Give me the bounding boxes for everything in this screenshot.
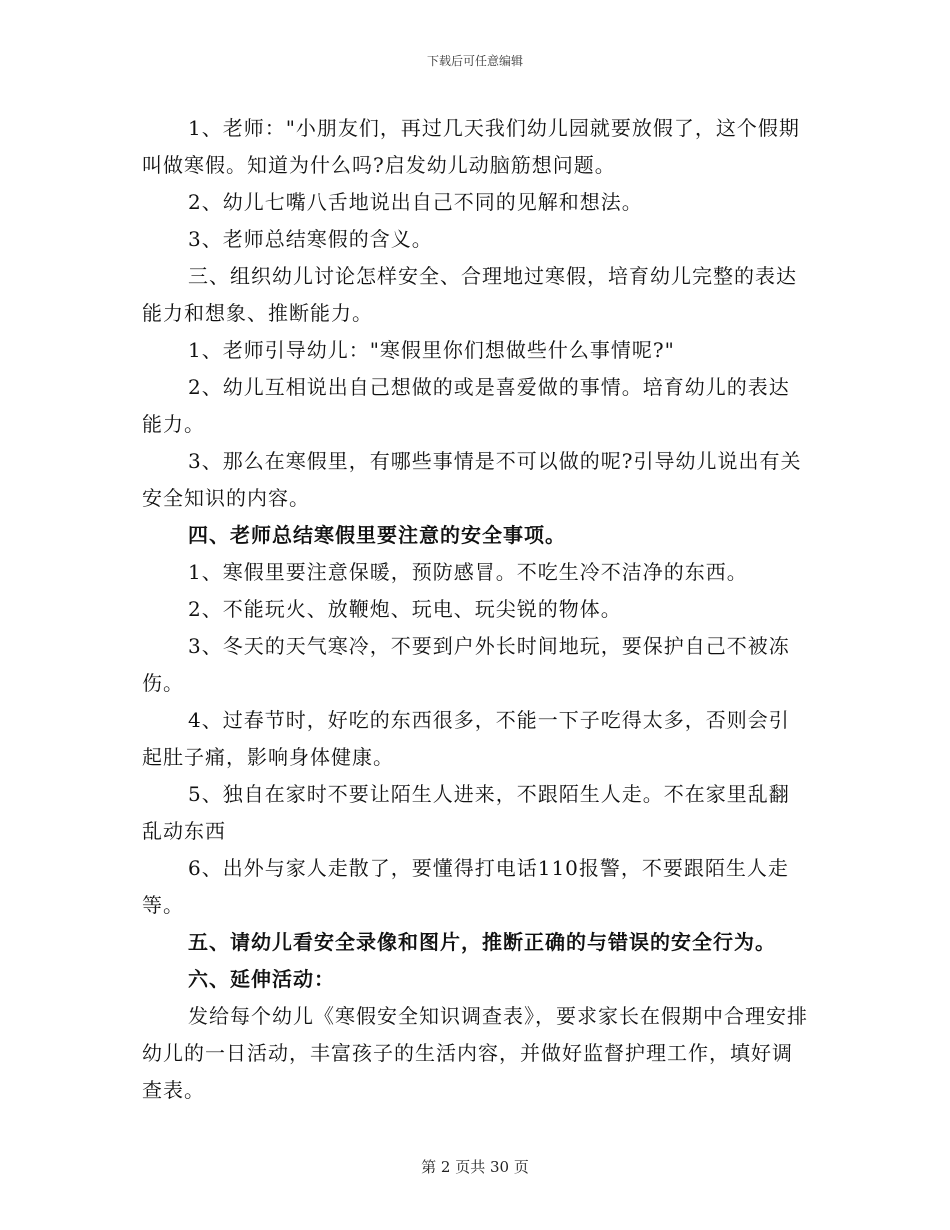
paragraph: 5、独自在家时不要让陌生人进来，不跟陌生人走。不在家里乱翻乱动东西 [142,782,790,843]
paragraph: 3、老师总结寒假的含义。 [188,227,433,251]
paragraph: 2、不能玩火、放鞭炮、玩电、玩尖锐的物体。 [188,597,622,621]
paragraph: 2、幼儿互相说出自己想做的或是喜爱做的事情。培育幼儿的表达能力。 [142,375,790,436]
section-heading: 六、延伸活动： [188,967,335,991]
section-heading: 五、请幼儿看安全录像和图片，推断正确的与错误的安全行为。 [188,930,776,954]
paragraph: 1、老师引导幼儿："寒假里你们想做些什么事情呢?" [188,338,675,362]
section-heading: 四、老师总结寒假里要注意的安全事项。 [188,523,566,547]
paragraph: 6、出外与家人走散了，要懂得打电话110报警，不要跟陌生人走等。 [142,856,789,917]
section-heading: 三、组织幼儿讨论怎样安全、合理地过寒假，培育幼儿完整的表达能力和想象、推断能力。 [142,264,797,325]
paragraph: 4、过春节时，好吃的东西很多，不能一下子吃得太多，否则会引起肚子痛，影响身体健康。 [142,708,790,769]
page-footer: 第 2 页共 30 页 [421,1158,529,1176]
paragraph: 2、幼儿七嘴八舌地说出自己不同的见解和想法。 [188,190,643,214]
paragraph: 1、寒假里要注意保暖，预防感冒。不吃生冷不洁净的东西。 [188,560,748,584]
document-body [142,110,808,1109]
paragraph: 1、老师："小朋友们，再过几天我们幼儿园就要放假了，这个假期叫做寒假。知道为什么吗?启发幼儿动脑筋想问题。 [142,116,800,177]
paragraph: 发给每个幼儿《寒假安全知识调查表》，要求家长在假期中合理安排幼儿的一日活动，丰富孩子的生活内容，并做好监督护理工作，填好调查表。 [142,1004,808,1102]
paragraph: 3、那么在寒假里，有哪些事情是不可以做的呢?引导幼儿说出有关安全知识的内容。 [142,449,802,510]
page-header: 下载后可任意编辑 [426,54,523,68]
paragraph: 3、冬天的天气寒冷，不要到户外长时间地玩，要保护自己不被冻伤。 [142,634,790,695]
